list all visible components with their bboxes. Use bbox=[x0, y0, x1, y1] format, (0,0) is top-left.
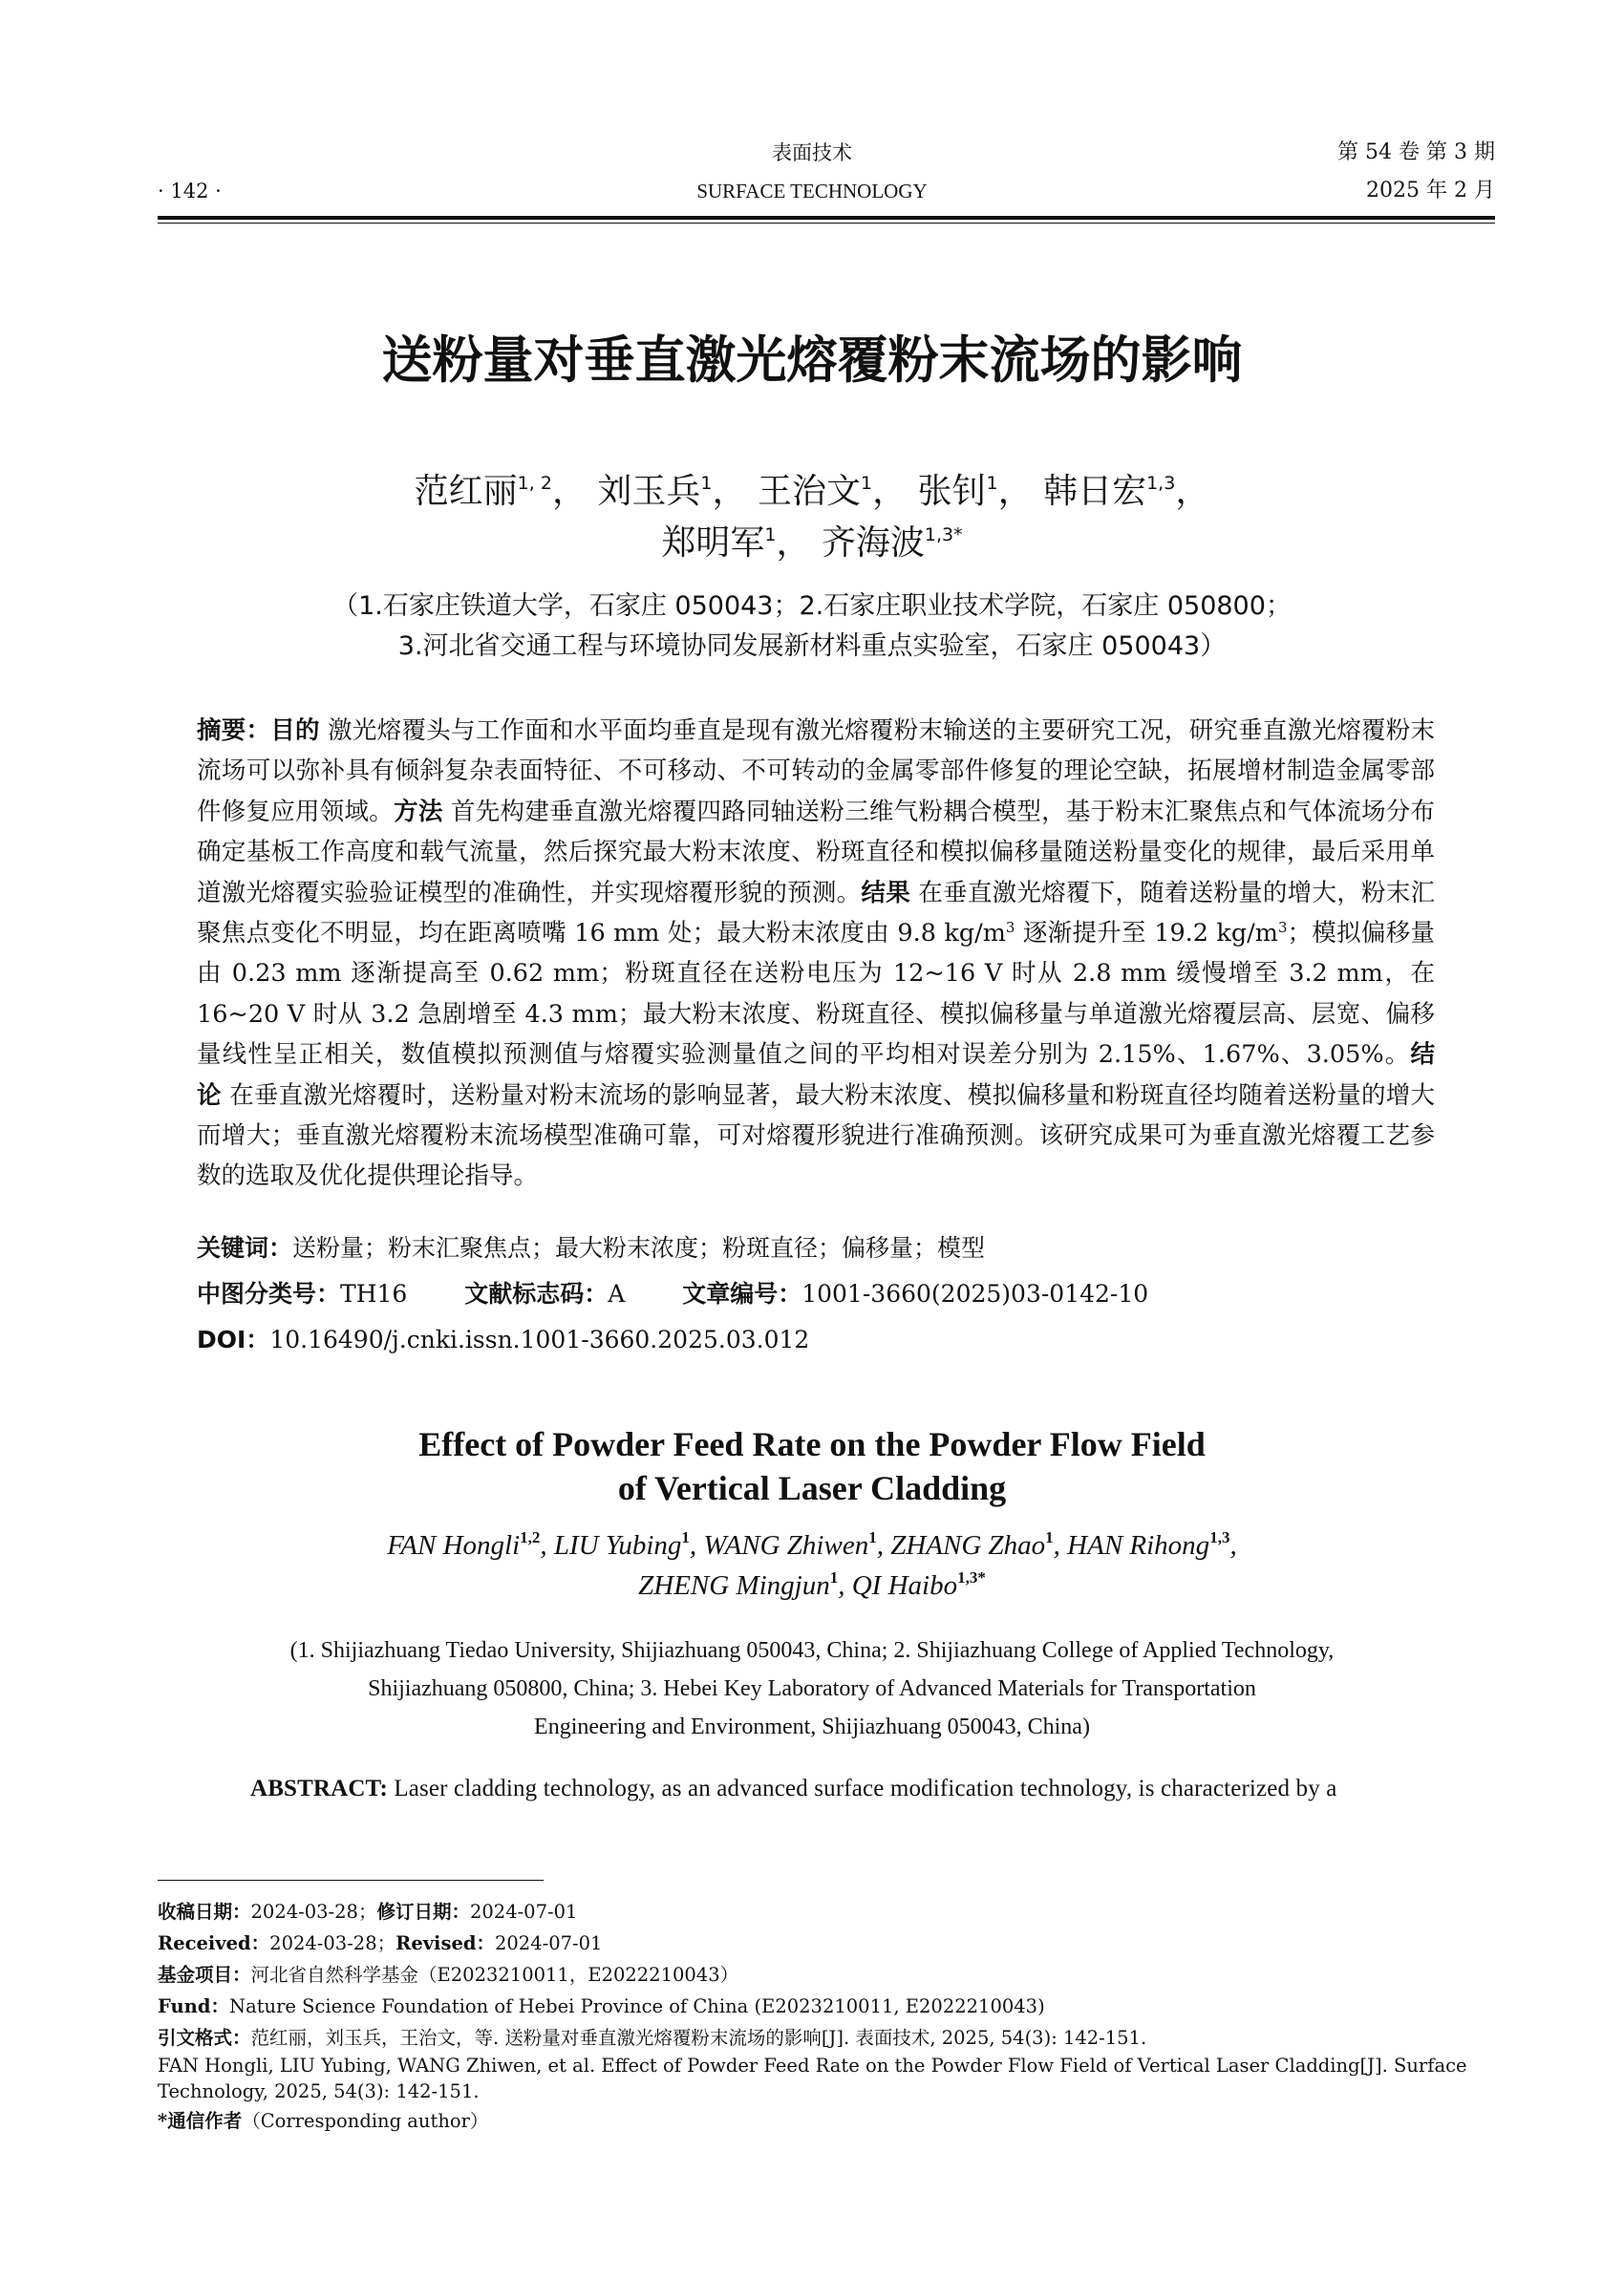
revised-en-value: 2024-07-01 bbox=[494, 1932, 603, 1954]
corresponding-label: *通信作者 bbox=[158, 2110, 243, 2132]
fund-en-label: Fund： bbox=[158, 1995, 229, 2017]
keywords-value: 送粉量；粉末汇聚焦点；最大粉末浓度；粉斑直径；偏移量；模型 bbox=[292, 1234, 986, 1262]
fund-cn-value: 河北省自然科学基金（E2023210011，E2022210043） bbox=[250, 1964, 739, 1986]
author-affil: 1,2 bbox=[520, 1528, 541, 1546]
purpose-text: 激光熔覆头与工作面和水平面均垂直是现有激光熔覆粉末输送的主要研究工况，研究垂直激光熔覆粉末流场可以弥补具有倾斜复杂表面特征、不可移动、不可转动的金属零部件修复的理论空缺，拓展增材制造金属零部件修复应用领域。 bbox=[197, 716, 1435, 826]
conclusion-text: 在垂直激光熔覆时，送粉量对粉末流场的影响显著，最大粉末浓度、模拟偏移量和粉斑直径均随着送粉量的增大而增大；垂直激光熔覆粉末流场模型准确可靠，可对熔覆形貌进行准确预测。该研究成果可为垂直激光熔覆工艺参数的选取及优化提供理论指导。 bbox=[197, 1080, 1435, 1191]
abstract-en-label: ABSTRACT: bbox=[250, 1776, 388, 1801]
footnote-cite-cn bbox=[158, 2025, 1495, 2051]
unit-superscript: 3 bbox=[1277, 919, 1288, 937]
journal-name-cn: 表面技术 bbox=[772, 141, 852, 164]
author-name: 王治文 bbox=[757, 472, 861, 511]
keywords-label: 关键词： bbox=[197, 1234, 293, 1262]
author-affil: 1,3* bbox=[957, 1568, 986, 1587]
author-affil: 1,3 bbox=[1146, 473, 1176, 494]
revised-cn-value: 2024-07-01 bbox=[469, 1901, 578, 1923]
footnote-dates-en bbox=[158, 1930, 1495, 1956]
footnote-rule bbox=[158, 1880, 544, 1881]
author-name: HAN Rihong bbox=[1067, 1530, 1210, 1561]
conclusion-label: 结论 bbox=[197, 1040, 1435, 1110]
author-affil: 1,3 bbox=[1209, 1528, 1230, 1546]
doc-code-value: A bbox=[608, 1280, 626, 1308]
author-affil: 1, 2 bbox=[517, 473, 552, 494]
cite-cn-label: 引文格式： bbox=[158, 2027, 251, 2049]
authors-en-line1: FAN Hongli$^{1,2}$, LIU Yubing$^1$, WANG Zhiwen$^1$, ZHANG Zhao$^1$, HAN Rihong$^{1,3}$, bbox=[387, 1528, 1237, 1561]
doi-label: DOI： bbox=[197, 1326, 270, 1353]
author-name: 齐海波 bbox=[821, 523, 925, 563]
clc-label: 中图分类号： bbox=[197, 1280, 341, 1308]
author-affil: 1 bbox=[764, 524, 777, 545]
abstract-cn bbox=[197, 711, 1435, 1197]
fund-en-value: Nature Science Foundation of Hebei Province of China (E2023210011, E2022210043) bbox=[229, 1995, 1045, 2017]
footnote-corresponding bbox=[158, 2108, 1495, 2134]
clc-value: TH16 bbox=[340, 1280, 408, 1308]
received-cn-value: 2024-03-28； bbox=[250, 1901, 377, 1923]
article-title-en-line2: of Vertical Laser Cladding bbox=[617, 1469, 1007, 1507]
result-text-c: ；模拟偏移量由 0.23 mm 逐渐提高至 0.62 mm；粉斑直径在送粉电压为 12~16 V 时从 2.8 mm 缓慢增至 3.2 mm，在 16~20 V 时从 3.2 急剧增至 4.3 mm；最大粉末浓度、粉斑直径、模拟偏移量与单道激光熔覆层高、层宽、偏移量线性呈正相关，数值模拟预测值与熔覆实验测量值之间的平均相对误差分别为 2.15%、1.67%、3.05%。 bbox=[197, 919, 1435, 1070]
fund-cn-label: 基金项目： bbox=[158, 1964, 251, 1986]
volume-issue: 第 54 卷 第 3 期 bbox=[1337, 140, 1495, 164]
article-id-label: 文章编号： bbox=[682, 1280, 802, 1308]
author-name: LIU Yubing bbox=[553, 1530, 682, 1561]
author-affil: 1 bbox=[986, 473, 998, 494]
author-affil: 1 bbox=[1045, 1528, 1054, 1546]
affiliation-en-line2: Shijiazhuang 050800, China; 3. Hebei Key Laboratory of Advanced Materials for Transportation bbox=[368, 1676, 1256, 1701]
received-cn-label: 收稿日期： bbox=[158, 1901, 251, 1923]
method-label: 方法 bbox=[394, 797, 443, 826]
received-en-value: 2024-03-28； bbox=[269, 1932, 396, 1954]
author-affil: 1,3* bbox=[924, 524, 963, 545]
author-name: 刘玉兵 bbox=[597, 472, 701, 511]
footnote-fund-cn bbox=[158, 1962, 1495, 1988]
author-affil: 1 bbox=[868, 1528, 877, 1546]
author-name: 郑明军 bbox=[661, 523, 765, 563]
author-affil: 1 bbox=[681, 1528, 690, 1546]
author-name: WANG Zhiwen bbox=[703, 1530, 869, 1561]
article-title-en-line1: Effect of Powder Feed Rate on the Powder Flow Field bbox=[418, 1425, 1206, 1463]
doc-code-label: 文献标志码： bbox=[464, 1280, 609, 1308]
revised-en-label: Revised： bbox=[395, 1932, 495, 1954]
authors-cn-line1: 范红丽$^{1, 2}$， 刘玉兵$^1$， 王治文$^1$， 张钊$^1$， 韩日宏$^{1,3}$， bbox=[414, 472, 1210, 511]
author-name: 韩日宏 bbox=[1043, 472, 1147, 511]
received-en-label: Received： bbox=[158, 1932, 270, 1954]
abstract-en bbox=[250, 1773, 1435, 1805]
corresponding-value: （Corresponding author） bbox=[242, 2110, 489, 2132]
header-rule-thick bbox=[158, 216, 1495, 220]
affiliation-en-line1: (1. Shijiazhuang Tiedao University, Shijiazhuang 050043, China; 2. Shijiazhuang College of Applied Technology, bbox=[289, 1638, 1335, 1663]
footnote-fund-en bbox=[158, 1993, 1495, 2019]
author-name: 张钊 bbox=[917, 472, 987, 511]
affiliation-en-line3: Engineering and Environment, Shijiazhuang 050043, China) bbox=[534, 1715, 1090, 1739]
issue-date: 2025 年 2 月 bbox=[1366, 179, 1495, 202]
author-affil: 1 bbox=[700, 473, 713, 494]
result-text-b: 逐渐提升至 19.2 kg/m bbox=[1015, 919, 1278, 948]
affiliation-cn-line1: （1.石家庄铁道大学，石家庄 050043；2.石家庄职业技术学院，石家庄 050800； bbox=[332, 591, 1292, 621]
doi bbox=[197, 1324, 809, 1356]
result-label: 结果 bbox=[861, 878, 910, 907]
header-rule-thin bbox=[158, 223, 1495, 224]
footnote-cite-en: FAN Hongli, LIU Yubing, WANG Zhiwen, et al. Effect of Powder Feed Rate on the Powder Flow Field of Vertical Laser Cladding[J]. Surface Technology, 2025, 54(3): 142-151. bbox=[158, 2055, 1467, 2102]
authors-en-line2: ZHENG Mingjun$^1$, QI Haibo$^{1,3*}$ bbox=[638, 1568, 986, 1601]
author-name: QI Haibo bbox=[851, 1570, 958, 1601]
journal-name-en: SURFACE TECHNOLOGY bbox=[696, 180, 928, 202]
result-text-a: 在垂直激光熔覆下，随着送粉量的增大，粉末汇聚焦点变化不明显，均在距离喷嘴 16 mm 处；最大粉末浓度由 9.8 kg/m bbox=[197, 878, 1435, 948]
purpose-label: 目的 bbox=[270, 716, 320, 745]
page-number: · 142 · bbox=[158, 180, 222, 202]
author-name: ZHENG Mingjun bbox=[638, 1570, 830, 1601]
author-name: 范红丽 bbox=[414, 472, 518, 511]
article-title-cn: 送粉量对垂直激光熔覆粉末流场的影响 bbox=[381, 331, 1243, 390]
unit-superscript: 3 bbox=[1005, 919, 1015, 937]
author-name: FAN Hongli bbox=[387, 1530, 521, 1561]
doi-value[interactable]: 10.16490/j.cnki.issn.1001-3660.2025.03.012 bbox=[269, 1326, 810, 1353]
authors-cn-line2: 郑明军$^1$， 齐海波$^{1,3*}$ bbox=[661, 523, 963, 563]
footnote-dates-cn bbox=[158, 1899, 1495, 1925]
author-affil: 1 bbox=[860, 473, 873, 494]
affiliation-cn-line2: 3.河北省交通工程与环境协同发展新材料重点实验室，石家庄 050043） bbox=[397, 631, 1227, 661]
revised-cn-label: 修订日期： bbox=[376, 1901, 470, 1923]
classification bbox=[197, 1278, 1148, 1310]
keywords bbox=[197, 1232, 985, 1265]
article-id-value: 1001-3660(2025)03-0142-10 bbox=[801, 1280, 1149, 1308]
abstract-en-text: Laser cladding technology, as an advanced surface modification technology, is characterized by a bbox=[394, 1776, 1337, 1801]
author-affil: 1 bbox=[829, 1568, 839, 1587]
author-name: ZHANG Zhao bbox=[890, 1530, 1046, 1561]
method-text: 首先构建垂直激光熔覆四路同轴送粉三维气粉耦合模型，基于粉末汇聚焦点和气体流场分布确定基板工作高度和载气流量，然后探究最大粉末浓度、粉斑直径和模拟偏移量随送粉量变化的规律，最后采用单道激光熔覆实验验证模型的准确性，并实现熔覆形貌的预测。 bbox=[197, 797, 1435, 907]
cite-cn-value: 范红丽，刘玉兵，王治文，等. 送粉量对垂直激光熔覆粉末流场的影响[J]. 表面技术, 2025, 54(3): 142-151. bbox=[250, 2027, 1147, 2049]
abstract-label: 摘要： bbox=[197, 716, 271, 745]
